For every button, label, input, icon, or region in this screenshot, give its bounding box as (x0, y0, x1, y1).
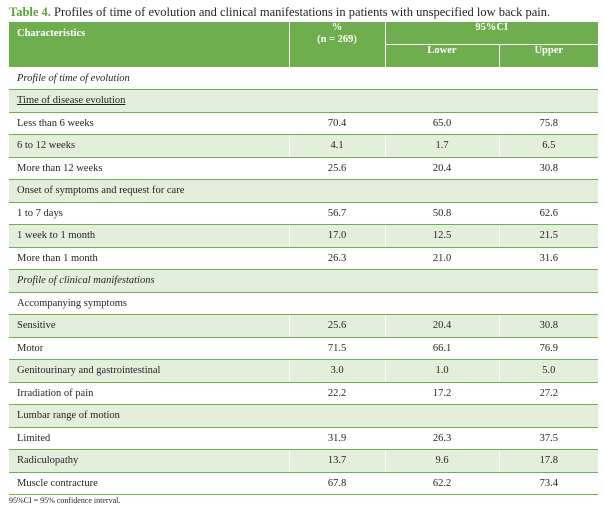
row-ci-upper: 6.5 (499, 135, 598, 158)
table-row (9, 157, 598, 180)
row-ci-lower: 65.0 (385, 112, 499, 135)
header-upper: Upper (499, 44, 598, 67)
row-ci-lower: 12.5 (385, 225, 499, 248)
row-ci-upper: 30.8 (499, 157, 598, 180)
row-label: Muscle contracture (9, 472, 289, 495)
table-row (9, 135, 598, 158)
subsection-row (9, 405, 598, 428)
row-percent: 70.4 (289, 112, 385, 135)
row-percent: 25.6 (289, 157, 385, 180)
section-heading (9, 67, 598, 90)
table-row (9, 472, 598, 495)
row-ci-upper: 31.6 (499, 247, 598, 270)
subsection-heading (9, 405, 598, 428)
row-ci-lower: 21.0 (385, 247, 499, 270)
section-row (9, 67, 598, 90)
row-ci-lower: 20.4 (385, 157, 499, 180)
row-ci-lower: 20.4 (385, 315, 499, 338)
table-row (9, 225, 598, 248)
row-label: More than 12 weeks (9, 157, 289, 180)
row-percent: 22.2 (289, 382, 385, 405)
heading-text: Time of disease evolution (17, 95, 126, 107)
row-percent: 25.6 (289, 315, 385, 338)
row-ci-upper: 5.0 (499, 360, 598, 383)
heading-text: Accompanying symptoms (17, 297, 127, 309)
table-title: Profiles of time of evolution and clinical manifestations in patients with unspecified low back pain. (50, 5, 551, 19)
row-ci-upper: 27.2 (499, 382, 598, 405)
row-ci-lower: 66.1 (385, 337, 499, 360)
heading-text: Profile of time of evolution (17, 72, 130, 84)
row-ci-upper: 17.8 (499, 450, 598, 473)
header-percent-n: (n = 269) (317, 34, 357, 45)
table-row (9, 360, 598, 383)
row-ci-lower: 26.3 (385, 427, 499, 450)
row-ci-upper: 73.4 (499, 472, 598, 495)
row-ci-upper: 76.9 (499, 337, 598, 360)
row-label: More than 1 month (9, 247, 289, 270)
table-label: Table 4. (9, 5, 51, 19)
table-caption (9, 4, 550, 20)
row-label: 1 week to 1 month (9, 225, 289, 248)
row-label: Motor (9, 337, 289, 360)
row-label: Limited (9, 427, 289, 450)
heading-text: Profile of clinical manifestations (17, 275, 155, 287)
header-characteristics: Characteristics (9, 22, 289, 67)
table-body (9, 67, 598, 495)
subsection-row (9, 90, 598, 113)
row-label: 6 to 12 weeks (9, 135, 289, 158)
row-percent: 56.7 (289, 202, 385, 225)
row-ci-upper: 62.6 (499, 202, 598, 225)
table-row (9, 315, 598, 338)
row-ci-lower: 62.2 (385, 472, 499, 495)
heading-text: Lumbar range of motion (17, 410, 120, 422)
table-row (9, 202, 598, 225)
table-row (9, 382, 598, 405)
table-row (9, 450, 598, 473)
row-percent: 71.5 (289, 337, 385, 360)
heading-text: Onset of symptoms and request for care (17, 185, 185, 197)
row-ci-upper: 21.5 (499, 225, 598, 248)
row-ci-upper: 30.8 (499, 315, 598, 338)
header-percent-symbol: % (331, 22, 343, 33)
row-ci-lower: 1.0 (385, 360, 499, 383)
subsection-heading (9, 180, 598, 203)
subsection-row (9, 180, 598, 203)
row-label: Genitourinary and gastrointestinal (9, 360, 289, 383)
section-row (9, 270, 598, 293)
table-footnote: 95%CI = 95% confidence interval. (9, 496, 121, 505)
table-row (9, 112, 598, 135)
row-percent: 4.1 (289, 135, 385, 158)
section-heading (9, 270, 598, 293)
subsection-heading (9, 90, 598, 113)
row-ci-lower: 50.8 (385, 202, 499, 225)
row-percent: 26.3 (289, 247, 385, 270)
row-label: Less than 6 weeks (9, 112, 289, 135)
row-label: Sensitive (9, 315, 289, 338)
row-ci-lower: 9.6 (385, 450, 499, 473)
header-ci: 95%CI (385, 22, 598, 44)
results-table (9, 22, 598, 495)
row-ci-upper: 37.5 (499, 427, 598, 450)
header-lower: Lower (385, 44, 499, 67)
subsection-heading (9, 292, 598, 315)
subsection-row (9, 292, 598, 315)
row-ci-upper: 75.8 (499, 112, 598, 135)
row-label: Radiculopathy (9, 450, 289, 473)
row-percent: 13.7 (289, 450, 385, 473)
header-percent (289, 22, 385, 67)
table-row (9, 337, 598, 360)
row-ci-lower: 1.7 (385, 135, 499, 158)
row-label: 1 to 7 days (9, 202, 289, 225)
row-percent: 3.0 (289, 360, 385, 383)
row-percent: 67.8 (289, 472, 385, 495)
row-percent: 17.0 (289, 225, 385, 248)
table-row (9, 427, 598, 450)
row-ci-lower: 17.2 (385, 382, 499, 405)
row-label: Irradiation of pain (9, 382, 289, 405)
row-percent: 31.9 (289, 427, 385, 450)
table-row (9, 247, 598, 270)
